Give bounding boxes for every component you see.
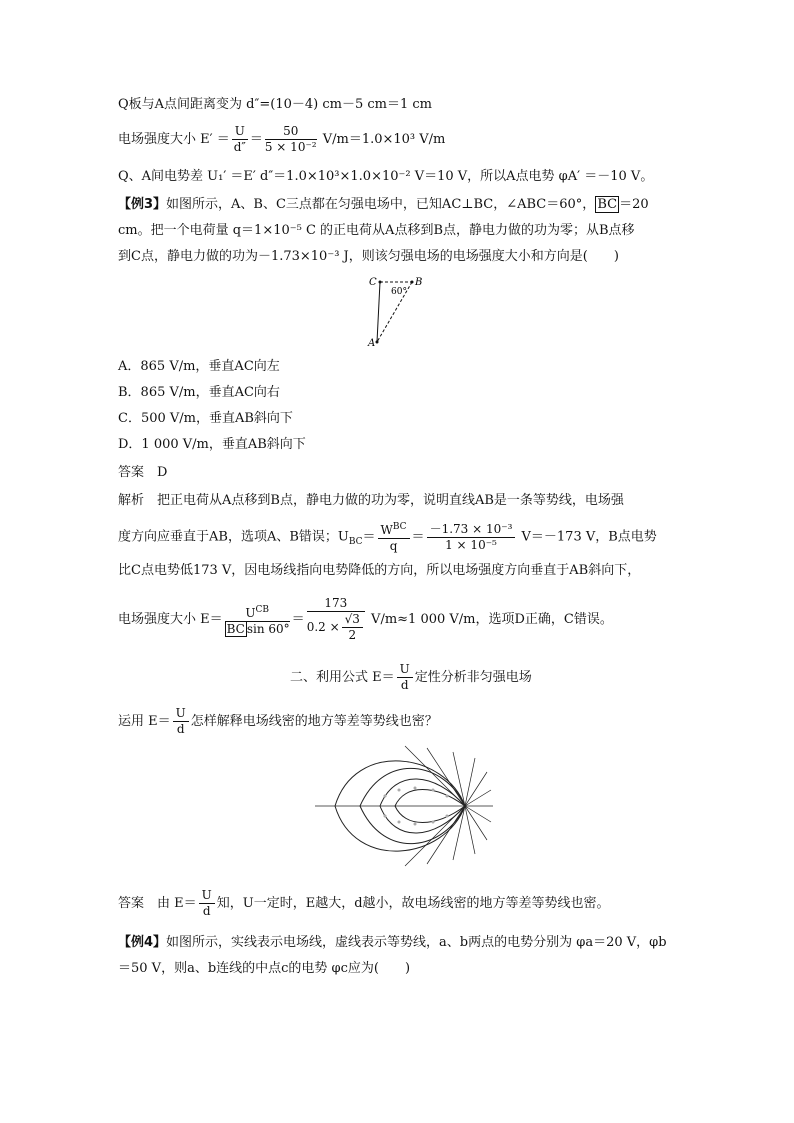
triangle-figure xyxy=(355,270,435,350)
example3-line3: 到C点，静电力做的功为－1.73×10⁻³ J，则该匀强电场的电场强度大小和方向是( ) xyxy=(118,249,619,264)
section-heading: 二、利用公式 E＝ $\frac{U}{d}$ 定性分析非匀强电场 xyxy=(290,662,532,692)
answer-2: 答案 由 E＝ $\frac{U}{d}$ 知，U一定时，E越大，d越小，故电场线密的地方等差等势线也密。 xyxy=(118,888,610,918)
question-text: 运用 E＝ $\frac{U}{d}$ 怎样解释电场线密的地方等差等势线也密？ xyxy=(118,706,438,736)
answer-3: 答案 D xyxy=(118,465,168,480)
option-a: A．865 V/m，垂直AC向左 xyxy=(118,359,280,374)
line-potential-difference: Q、A间电势差 U₁′ ＝E′ d″＝1.0×10³×1.0×10⁻² V＝10 V，所以A点电势 φA′ ＝－10 V。 xyxy=(118,169,654,184)
example3-line1: 【例3】如图所示，A、B、C三点都在匀强电场中，已知AC⊥BC，∠ABC＝60°， BC ＝20 xyxy=(118,197,649,212)
example3-line2: cm。把一个电荷量 q＝1×10⁻⁵ C 的正电荷从A点移到B点，静电力做的功为零；从B点移 xyxy=(118,223,635,238)
point-b-label: B xyxy=(415,277,423,288)
solution-line4: 电场强度大小 E＝ $\frac{U^{CB}}{\text{BC sin 60°}}$ ＝ 173 0.2 × $\frac{√3}{2}$ V/m≈1 000 V/m，选项D正确，C错误。 xyxy=(118,596,613,642)
solution-line3: 比C点电势低173 V，因电场线指向电势降低的方向，所以电场强度方向垂直于AB斜向下， xyxy=(118,563,641,578)
point-a-label: A xyxy=(368,338,376,349)
angle-label: 60° xyxy=(391,287,407,297)
option-d: D．1 000 V/m，垂直AB斜向下 xyxy=(118,437,306,452)
example4-line2: ＝50 V，则a、b连线的中点c的电势 φc应为( ) xyxy=(118,961,411,976)
bc-segment-label: BC xyxy=(597,197,618,212)
example-tag: 【例3】 xyxy=(118,197,167,212)
example4-line1: 【例4】如图所示，实线表示电场线，虚线表示等势线，a、b两点的电势分别为 φa＝20 V，φb xyxy=(118,935,667,950)
point-c-label: C xyxy=(369,277,377,288)
solution-line2: 度方向应垂直于AB，选项A、B错误；$U_{BC}=$ $\frac{W^{BC}}{q}$ ＝ $\frac{\text{－1.73 × 10⁻³}}{\text{1 × 10⁻⁵}}$ V＝－173 V，B点电势 xyxy=(118,521,657,553)
field-line-figure xyxy=(315,742,493,870)
option-b: B．865 V/m，垂直AC向右 xyxy=(118,385,280,400)
option-c: C．500 V/m，垂直AB斜向下 xyxy=(118,411,293,426)
example-tag: 【例4】 xyxy=(118,935,167,950)
line-field-strength: 电场强度大小 E′ ＝ $\frac{U}{d''}$ ＝ $\frac{50}{\text{5 × 10⁻²}}$ V/m＝1.0×10³ V/m xyxy=(118,124,446,154)
solution-line1: 解析 把正电荷从A点移到B点，静电力做的功为零，说明直线AB是一条等势线，电场强 xyxy=(118,493,624,508)
line-q-distance: Q板与A点间距离变为 d″=(10－4) cm－5 cm＝1 cm xyxy=(118,97,432,112)
